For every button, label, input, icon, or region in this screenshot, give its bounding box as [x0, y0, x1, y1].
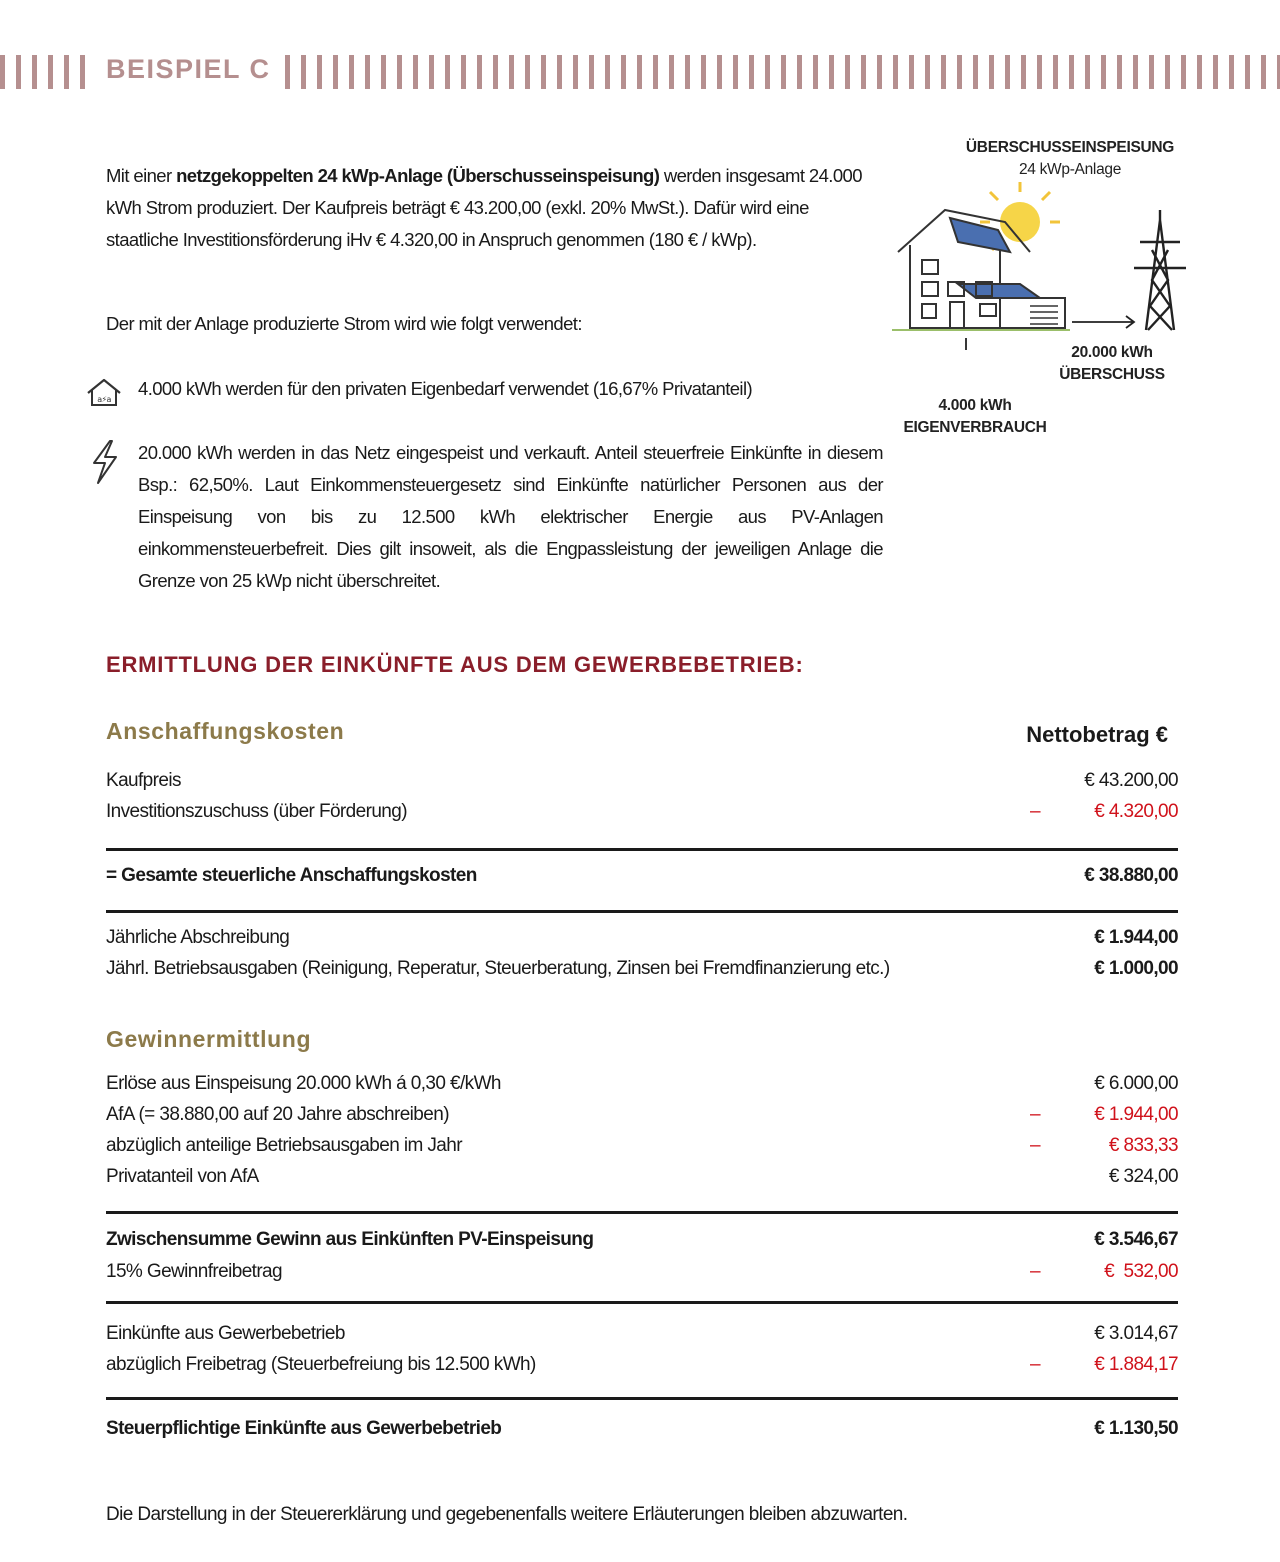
profit-heading: Gewinnermittlung [106, 1026, 312, 1052]
row-gewinnfreibetrag [106, 1261, 1178, 1293]
row-amount: € 3.546,67 [1094, 1229, 1178, 1250]
row-amount: € 1.130,50 [1094, 1418, 1178, 1439]
row-amount: € 4.320,00 [1094, 801, 1178, 822]
minus-sign: – [1030, 1261, 1040, 1282]
intro-text-start: Mit einer [106, 165, 177, 186]
row-amount: € 43.200,00 [1084, 770, 1178, 791]
row-amount: € 3.014,67 [1094, 1323, 1178, 1344]
divider [106, 848, 1178, 851]
stripe-decoration-right [285, 55, 1280, 89]
stripe-decoration-left [0, 55, 92, 89]
minus-sign: – [1030, 1104, 1040, 1125]
row-gesamt-anschaffungskosten [106, 865, 1178, 897]
house-grid-drawing [890, 180, 1190, 350]
own-consumption-amount: 4.000 kWh [938, 397, 1012, 414]
row-label: Privatanteil von AfA [106, 1166, 259, 1187]
pv-illustration [890, 135, 1190, 455]
row-amount: € 324,00 [1108, 1166, 1178, 1187]
bullet-own-consumption [84, 373, 884, 407]
row-amount: € 38.880,00 [1084, 865, 1178, 886]
row-erloese [106, 1073, 1178, 1105]
divider [106, 1301, 1178, 1304]
footer-note: Die Darstellung in der Steuererklärung und gegebenenfalls weitere Erläuterungen bleiben abzuwarten. [106, 1504, 908, 1525]
intro-text-rest: werden insgesamt 24.000 kWh Strom produziert. Der Kaufpreis beträgt € 43.200,00 (exkl. 20% MwSt.). Dafür wird eine staatliche Investitionsförderung iHv € 4.320,00 in Anspruch genommen (180 € / kWp). [106, 165, 862, 250]
intro-paragraph [106, 160, 881, 256]
arrow-right-icon [1072, 316, 1134, 328]
row-label: = Gesamte steuerliche Anschaffungskosten [106, 865, 477, 886]
divider [106, 910, 1178, 913]
surplus-label [1052, 342, 1172, 386]
section-title: BEISPIEL C [106, 54, 271, 84]
divider [106, 1397, 1178, 1400]
row-label: Jährl. Betriebsausgaben (Reinigung, Reperatur, Steuerberatung, Zinsen bei Fremdfinanzierung etc.) [106, 958, 890, 979]
illustration-title-line1: ÜBERSCHUSSEINSPEISUNG [965, 139, 1175, 156]
surplus-caption: ÜBERSCHUSS [1059, 366, 1165, 383]
row-kaufpreis [106, 770, 1178, 802]
row-label: abzüglich anteilige Betriebsausgaben im Jahr [106, 1135, 462, 1156]
lightning-icon [84, 437, 124, 487]
row-steuerpflichtige-einkuenfte [106, 1418, 1178, 1450]
row-zwischensumme [106, 1229, 1178, 1261]
power-pylon-icon [1134, 210, 1186, 330]
row-label: Kaufpreis [106, 770, 181, 791]
section-header [0, 50, 1280, 90]
row-amount: € 1.944,00 [1094, 1104, 1178, 1125]
row-label: Erlöse aus Einspeisung 20.000 kWh á 0,30 €/kWh [106, 1073, 501, 1094]
illustration-title [920, 137, 1220, 181]
svg-text:a⚡a: a⚡a [97, 395, 111, 404]
minus-sign: – [1030, 801, 1040, 822]
house-icon [84, 373, 124, 413]
bullet-grid-feed [84, 437, 884, 602]
row-label: abzüglich Freibetrag (Steuerbefreiung bis 12.500 kWh) [106, 1354, 536, 1375]
row-amount: € 6.000,00 [1094, 1073, 1178, 1094]
row-betriebsausgaben [106, 958, 1178, 990]
own-consumption-caption: EIGENVERBRAUCH [903, 419, 1047, 436]
row-label: Zwischensumme Gewinn aus Einkünften PV-Einspeisung [106, 1229, 594, 1250]
row-einkuenfte-gewerbebetrieb [106, 1323, 1178, 1355]
row-investitionszuschuss [106, 801, 1178, 833]
section-heading: ERMITTLUNG DER EINKÜNFTE AUS DEM GEWERBEBETRIEB: [106, 652, 804, 677]
acquisition-costs-heading: Anschaffungskosten [106, 718, 345, 744]
illustration-title-line2: 24 kWp-Anlage [1018, 161, 1122, 178]
row-freibetrag [106, 1354, 1178, 1386]
row-amount: € 833,33 [1108, 1135, 1178, 1156]
minus-sign: – [1030, 1135, 1040, 1156]
row-privatanteil [106, 1166, 1178, 1198]
row-label: Investitionszuschuss (über Förderung) [106, 801, 407, 822]
row-label: Steuerpflichtige Einkünfte aus Gewerbebetrieb [106, 1418, 502, 1439]
row-amount: € 532,00 [1104, 1261, 1178, 1282]
minus-sign: – [1030, 1354, 1040, 1375]
own-consumption-label [890, 395, 1060, 439]
row-amount: € 1.944,00 [1094, 927, 1178, 948]
row-label: Einkünfte aus Gewerbebetrieb [106, 1323, 345, 1344]
row-afa [106, 1104, 1178, 1136]
row-amount: € 1.000,00 [1094, 958, 1178, 979]
row-label: Jährliche Abschreibung [106, 927, 290, 948]
row-anteilige-betriebsausgaben [106, 1135, 1178, 1167]
row-abschreibung [106, 927, 1178, 959]
net-amount-header: Nettobetrag € [1026, 722, 1168, 747]
row-label: 15% Gewinnfreibetrag [106, 1261, 282, 1282]
house-drawing [892, 210, 1070, 330]
bullet-text: 20.000 kWh werden in das Netz eingespeist und verkauft. Anteil steuerfreie Einkünfte in diesem Bsp.: 62,50%. Laut Einkommensteuergesetz sind Einkünfte natürlicher Personen aus der Einspeisung von bis zu 12.500 kWh elektrischer Energie aus PV-Anlagen einkommensteuerbefreit. Dies gilt insoweit, als die Engpassleistung der jeweiligen Anlage die Grenze von 25 kWp nicht überschreitet. [138, 442, 883, 591]
row-amount: € 1.884,17 [1094, 1354, 1178, 1375]
intro-text-bold: netzgekoppelten 24 kWp-Anlage (Überschusseinspeisung) [176, 165, 660, 186]
bullet-text: 4.000 kWh werden für den privaten Eigenbedarf verwendet (16,67% Privatanteil) [138, 378, 753, 399]
usage-lead-text: Der mit der Anlage produzierte Strom wird wie folgt verwendet: [106, 313, 582, 334]
arrow-down-icon [960, 338, 972, 350]
divider [106, 1211, 1178, 1214]
row-label: AfA (= 38.880,00 auf 20 Jahre abschreiben) [106, 1104, 449, 1125]
surplus-amount: 20.000 kWh [1071, 344, 1153, 361]
